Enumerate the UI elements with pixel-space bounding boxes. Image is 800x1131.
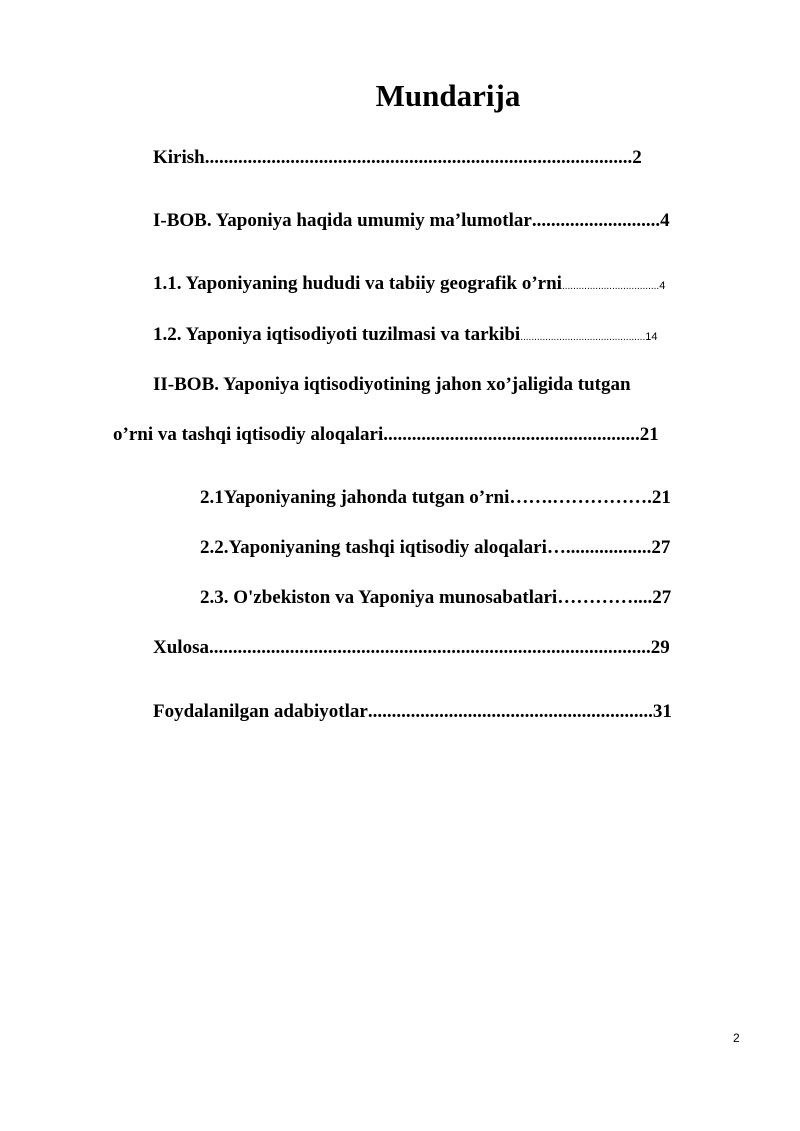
page-title: Mundarija: [375, 78, 521, 113]
toc-entry-text: 1.2. Yaponiya iqtisodiyoti tuzilmasi va tarkibi: [153, 324, 521, 345]
toc-entry-dots: ...................................: [561, 281, 660, 292]
toc-entry-dots: …………....: [557, 587, 653, 608]
toc-entry-text: Xulosa: [153, 637, 209, 658]
toc-entry-dots: ..........................................................................................: [204, 147, 633, 168]
toc-entry-dots: ...........................: [531, 210, 661, 231]
toc-entry-dots: .............................................: [520, 332, 646, 343]
toc-entry-2-1: [200, 486, 745, 510]
toc-entry-text: I-BOB. Yaponiya haqida umumiy ma’lumotlar: [153, 210, 532, 231]
toc-entry-page: 31: [652, 701, 672, 722]
toc-entry-1-2: [153, 323, 743, 350]
toc-entry-2-2: [200, 536, 745, 560]
toc-entry-page: 29: [650, 637, 670, 658]
toc-entry-dots: .............................................................................................: [208, 637, 651, 658]
toc-entry-xulosa: [153, 636, 743, 660]
toc-entry-page: 4: [659, 280, 666, 292]
toc-entry-text: 2.1Yaponiyaning jahonda tutgan o’rni: [200, 487, 510, 508]
toc-entry-text: Kirish: [153, 147, 205, 168]
toc-entry-page: 27: [651, 537, 671, 558]
toc-entry-text: o’rni va tashqi iqtisodiy aloqalari: [113, 424, 384, 445]
toc-entry-1-1: [153, 272, 743, 299]
toc-entry-kirish: [153, 146, 743, 170]
toc-entry-page: 14: [645, 331, 658, 343]
toc-entry-text: Foydalanilgan adabiyotlar: [153, 701, 368, 722]
page-number: 2: [733, 1031, 740, 1045]
toc-entry-dots: ............................................................: [367, 701, 653, 722]
toc-entry-page: 4: [660, 210, 670, 231]
toc-entry-page: 27: [652, 587, 672, 608]
toc-entry-dots: ......................................................: [383, 424, 640, 445]
toc-entry-adabiyotlar: [153, 700, 743, 724]
toc-entry-dots: …..................: [546, 537, 652, 558]
toc-entry-chapter-1: [153, 209, 743, 233]
toc-entry-text: 2.2.Yaponiyaning tashqi iqtisodiy aloqalari: [200, 537, 547, 558]
toc-entry-text: 1.1. Yaponiyaning hududi va tabiiy geografik o’rni: [153, 273, 562, 294]
toc-entry-dots: …….…………….: [509, 487, 652, 508]
toc-entry-text: 2.3. O'zbekiston va Yaponiya munosabatlari: [200, 587, 558, 608]
toc-entry-chapter-2-line-1: [153, 373, 743, 397]
toc-entry-page: 2: [632, 147, 642, 168]
toc-entry-page: 21: [651, 487, 671, 508]
toc-entry-2-3: [200, 586, 745, 610]
toc-entry-text: II-BOB. Yaponiya iqtisodiyotining jahon xo’jaligida tutgan: [153, 374, 631, 395]
toc-entry-page: 21: [639, 424, 659, 445]
toc-entry-chapter-2-line-2: [113, 423, 743, 447]
